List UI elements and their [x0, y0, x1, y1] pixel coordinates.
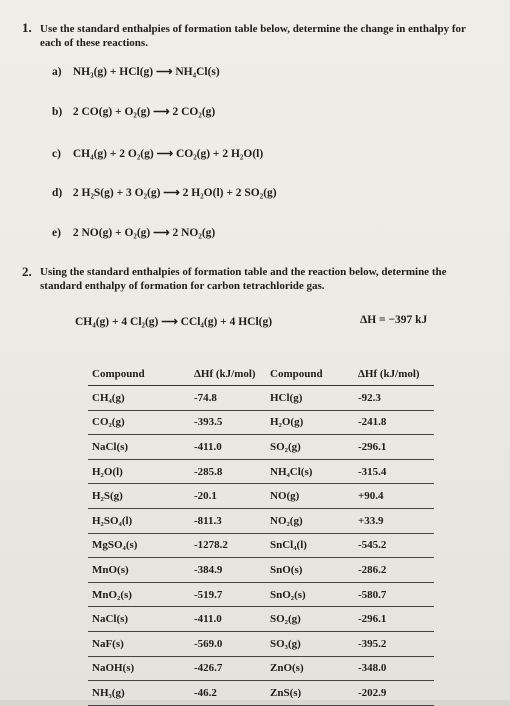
dhf-cell-2: -545.2: [354, 533, 434, 558]
compound-cell-2: SO₂(g): [266, 435, 354, 460]
dhf-cell: -426.7: [190, 656, 266, 681]
question-1-number: 1.: [22, 20, 32, 35]
dhf-cell: -20.1: [190, 484, 266, 509]
reaction-equation: 2 H₂S(g) + 3 O₂(g) ⟶ 2 H₂O(l) + 2 SO₂(g): [72, 187, 277, 199]
compound-cell-2: H₂O(g): [266, 410, 354, 435]
enthalpy-table: [88, 365, 434, 706]
reaction-equation: NH₃(g) + HCl(g) ⟶ NH₄Cl(s): [72, 66, 220, 78]
dhf-cell-2: -241.8: [354, 410, 434, 435]
table-row: [88, 656, 434, 681]
dhf-cell: -46.2: [190, 681, 266, 706]
table-row: [88, 508, 434, 533]
dhf-cell: -384.9: [190, 558, 266, 583]
table-row: [88, 459, 434, 484]
question-1-text-line2: each of these reactions.: [40, 37, 148, 49]
table-header-row: [88, 365, 434, 386]
reaction-equation: CH₄(g) + 2 O₂(g) ⟶ CO₂(g) + 2 H₂O(l): [72, 148, 264, 160]
question-2-text-line1: Using the standard enthalpies of formation table and the reaction below, determine the: [40, 266, 447, 278]
reaction-equation: 2 CO(g) + O₂(g) ⟶ 2 CO₂(g): [72, 106, 216, 118]
dhf-cell-2: -348.0: [354, 656, 434, 681]
question-1-text-line1: Use the standard enthalpies of formation table below, determine the change in enthalpy for: [40, 23, 466, 35]
table-row: [88, 410, 434, 435]
table-row: [88, 484, 434, 509]
table-row: [88, 582, 434, 607]
compound-cell: H₂SO₄(l): [88, 508, 190, 533]
dhf-cell-2: -296.1: [354, 607, 434, 632]
delta-h-value: ΔH = −397 kJ: [360, 314, 428, 326]
compound-cell: NaF(s): [88, 631, 190, 656]
compound-cell: H₂O(l): [88, 459, 190, 484]
table-row: [88, 631, 434, 656]
reaction-e: [52, 225, 215, 239]
compound-cell-2: SO₃(g): [266, 631, 354, 656]
compound-cell: CO₂(g): [88, 410, 190, 435]
dhf-cell: -1278.2: [190, 533, 266, 558]
dhf-cell-2: +90.4: [354, 484, 434, 509]
table-row: [88, 435, 434, 460]
dhf-cell: -569.0: [190, 631, 266, 656]
table-row: [88, 386, 434, 411]
question-2-text-line2: standard enthalpy of formation for carbon tetrachloride gas.: [40, 280, 325, 292]
dhf-cell-2: +33.9: [354, 508, 434, 533]
dhf-cell: -74.8: [190, 386, 266, 411]
question-2-number: 2.: [22, 264, 32, 279]
compound-cell-2: SnO(s): [266, 558, 354, 583]
dhf-cell-2: -202.9: [354, 681, 434, 706]
compound-cell: CH₄(g): [88, 386, 190, 411]
dhf-cell-2: -315.4: [354, 459, 434, 484]
col-header-dhf: ΔHf (kJ/mol): [190, 365, 266, 386]
reaction-equation: 2 NO(g) + O₂(g) ⟶ 2 NO₂(g): [72, 227, 216, 239]
compound-cell: NaCl(s): [88, 435, 190, 460]
dhf-cell: -411.0: [190, 435, 266, 460]
reaction-a: [52, 64, 220, 78]
table-row: [88, 558, 434, 583]
dhf-cell: -811.3: [190, 508, 266, 533]
reaction-b: [52, 104, 215, 118]
compound-cell-2: SnO₂(s): [266, 582, 354, 607]
dhf-cell: -285.8: [190, 459, 266, 484]
compound-cell: MnO(s): [88, 558, 190, 583]
compound-cell-2: NO₂(g): [266, 508, 354, 533]
compound-cell-2: HCl(g): [266, 386, 354, 411]
compound-cell-2: ZnS(s): [266, 681, 354, 706]
dhf-cell: -519.7: [190, 582, 266, 607]
reaction-d: [52, 185, 277, 199]
col-header-dhf-2: ΔHf (kJ/mol): [354, 365, 434, 386]
compound-cell-2: NH₄Cl(s): [266, 459, 354, 484]
col-header-compound: Compound: [88, 365, 190, 386]
table-row: [88, 681, 434, 706]
dhf-cell-2: -395.2: [354, 631, 434, 656]
col-header-compound-2: Compound: [266, 365, 354, 386]
reaction-letter: a): [52, 66, 62, 78]
dhf-cell-2: -296.1: [354, 435, 434, 460]
dhf-cell-2: -580.7: [354, 582, 434, 607]
reaction-letter: b): [52, 106, 63, 118]
dhf-cell: -393.5: [190, 410, 266, 435]
compound-cell: H₂S(g): [88, 484, 190, 509]
compound-cell: MnO₂(s): [88, 582, 190, 607]
compound-cell-2: ZnO(s): [266, 656, 354, 681]
reaction-letter: d): [52, 187, 63, 199]
dhf-cell-2: -92.3: [354, 386, 434, 411]
reaction-letter: c): [52, 148, 61, 160]
compound-cell-2: SO₂(g): [266, 607, 354, 632]
dhf-cell-2: -286.2: [354, 558, 434, 583]
dhf-cell: -411.0: [190, 607, 266, 632]
question-2-equation: CH₄(g) + 4 Cl₂(g) ⟶ CCl₄(g) + 4 HCl(g): [75, 316, 273, 328]
compound-cell-2: SnCl₄(l): [266, 533, 354, 558]
reaction-c: [52, 146, 263, 160]
table-row: [88, 607, 434, 632]
table-row: [88, 533, 434, 558]
compound-cell: NH₃(g): [88, 681, 190, 706]
compound-cell: NaOH(s): [88, 656, 190, 681]
reaction-letter: e): [52, 227, 61, 239]
compound-cell: NaCl(s): [88, 607, 190, 632]
compound-cell: MgSO₄(s): [88, 533, 190, 558]
compound-cell-2: NO(g): [266, 484, 354, 509]
